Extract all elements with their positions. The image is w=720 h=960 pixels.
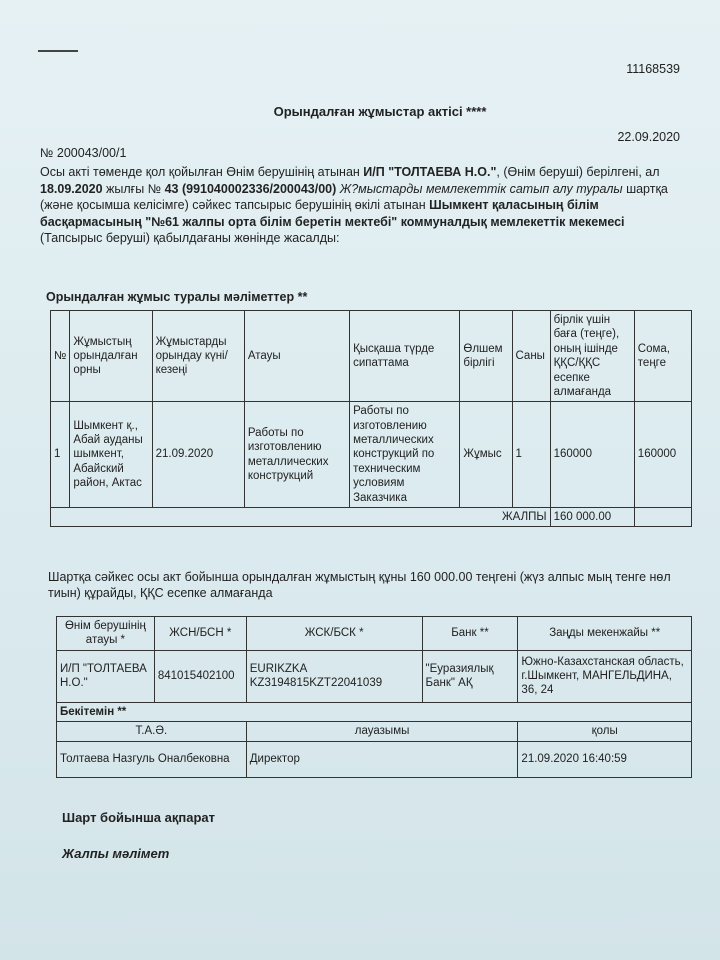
- total-value: 160 000.00: [550, 507, 634, 526]
- table-cell: И/П "ТОЛТАЕВА Н.О.": [57, 650, 155, 702]
- col-header: Жұмыстарды орындау күні/кезеңі: [152, 311, 244, 402]
- col-header: ЖСК/БСК *: [246, 617, 422, 651]
- col-header: Атауы: [244, 311, 349, 402]
- sign-header-row: [57, 722, 692, 741]
- table-header-row: [57, 617, 692, 651]
- col-header: Өнім берушінің атауы *: [57, 617, 155, 651]
- approved-row: [57, 702, 692, 721]
- col-header: Сома, теңге: [634, 311, 691, 402]
- table-cell: Работы по изготовлению металлических конструкций по техническим условиям Заказчика: [350, 402, 460, 508]
- col-header: Жұмыстың орындалған орны: [70, 311, 152, 402]
- signer-name: Толтаева Назгуль Оналбековна: [57, 741, 247, 777]
- section-general-info: Жалпы мәлімет: [62, 846, 170, 861]
- sign-row: [57, 741, 692, 777]
- contract-date: 18.09.2020: [40, 181, 103, 196]
- table-cell: Работы по изготовлению металлических конструкций: [244, 402, 349, 508]
- col-header: ЖСН/БСН *: [154, 617, 246, 651]
- signature-datetime: 21.09.2020 16:40:59: [518, 741, 692, 777]
- signer-position: Директор: [246, 741, 518, 777]
- col-header: Заңды мекенжайы **: [518, 617, 692, 651]
- contract-number: 43 (991040002336/200043/00): [164, 181, 337, 196]
- total-empty: [634, 507, 691, 526]
- summary-text: Шартқа сәйкес осы акт бойынша орындалған жұмыстың құны 160 000.00 теңгені (жүз алпыс мың тенге нөл тиын) құрайды, ҚҚС есепке алмағанда: [48, 570, 671, 600]
- col-header: лауазымы: [246, 722, 518, 741]
- table-cell: "Еуразиялық Банк" АҚ: [422, 650, 518, 702]
- customer-name: Шымкент қаласының білім басқармасының "№61 жалпы орта білім беретін мектебі" коммуналдық мемлекеттік мекемесі: [40, 198, 625, 229]
- col-header: Банк **: [422, 617, 518, 651]
- table-row: [57, 650, 692, 702]
- col-header: №: [51, 311, 70, 402]
- top-dash: [38, 50, 78, 52]
- table-cell: 160000: [550, 402, 634, 508]
- document-date: 22.09.2020: [617, 130, 680, 144]
- col-header: Саны: [512, 311, 550, 402]
- act-number: № 200043/00/1: [40, 146, 127, 160]
- work-table: [50, 310, 692, 527]
- section-work-info: Орындалған жұмыс туралы мәліметтер **: [46, 290, 308, 304]
- intro-paragraph: Осы акті төменде қол қойылған Өнім берушінің атынан И/П "ТОЛТАЕВА Н.О.", (Өнім беруші) берілгені, ал 18.09.2020 жылғы № 43 (991040002336/200043/00) Ж?мыстарды мемлекеттік сатып алу туралы шартқа (және қосымша келісімге) сәйкес тапсырыс берушінің өкілі атынан Шымкент қаласының білім басқармасының "№61 жалпы орта білім беретін мектебі" коммуналдық мемлекеттік мекемесі (Тапсырыс беруші) қабылдағаны жөнінде жасалды:: [40, 165, 668, 245]
- col-header: Т.А.Ә.: [57, 722, 247, 741]
- table-cell: 1: [512, 402, 550, 508]
- table-cell: Жұмыс: [460, 402, 512, 508]
- total-row: [51, 507, 692, 526]
- supplier-name: И/П "ТОЛТАЕВА Н.О.": [363, 165, 497, 179]
- document-number: 11168539: [626, 62, 680, 76]
- approved-label: Бекітемін **: [57, 702, 692, 721]
- table-cell: EURIKZKA KZ3194815KZT22041039: [246, 650, 422, 702]
- col-header: Қысқаша түрде сипаттама: [350, 311, 460, 402]
- document-title: Орындалған жұмыстар актісі ****: [273, 104, 487, 119]
- table-cell: 160000: [634, 402, 691, 508]
- table-header-row: [51, 311, 692, 402]
- table-cell: Шымкент қ., Абай ауданы шымкент, Абайский район, Актас: [70, 402, 152, 508]
- table-cell: 21.09.2020: [152, 402, 244, 508]
- table-cell: 841015402100: [154, 650, 246, 702]
- table-cell: 1: [51, 402, 70, 508]
- col-header: Өлшем бірлігі: [460, 311, 512, 402]
- table-cell: Южно-Казахстанская область, г.Шымкент, МАНГЕЛЬДИНА, 36, 24: [518, 650, 692, 702]
- section-contract-info: Шарт бойынша ақпарат: [62, 810, 215, 825]
- col-header: қолы: [518, 722, 692, 741]
- total-label: ЖАЛПЫ: [51, 507, 551, 526]
- table-row: [51, 402, 692, 508]
- supplier-table: [56, 616, 692, 778]
- contract-subject: Ж?мыстарды мемлекеттік сатып алу туралы: [339, 181, 623, 196]
- col-header: бірлік үшін баға (теңге), оның ішінде ҚҚС/ҚҚС есепке алмағанда: [550, 311, 634, 402]
